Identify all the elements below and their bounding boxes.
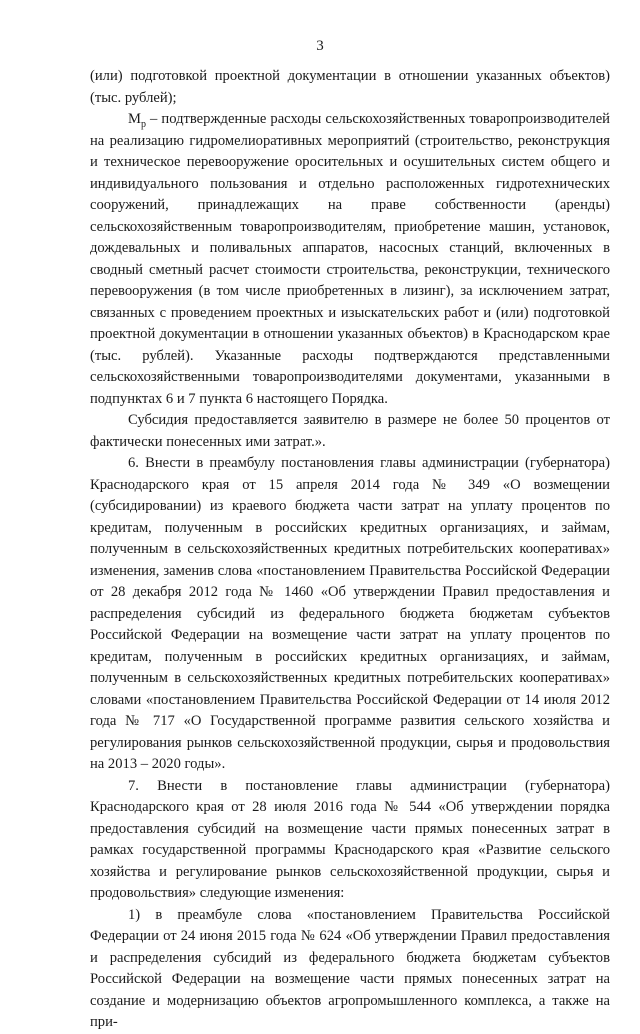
mp-definition-text: – подтвержденные расходы сельскохозяйственных товаропроизводителей на реализацию гидромелиоративных мероприятий (строительство, реконструкция и техническое перевооружение оросительных и осушительных систем общего и индивидуального пользования и отдельно расположенных гидротехнических сооружений, принадлежащих на праве собственности (аренды) сельскохозяйственным товаропроизводителям, приобретение машин, установок, дождевальных и поливальных аппаратов, насосных станций, включенных в сводный сметный расчет стоимости строительства, реконструкции, технического перевооружения (в том числе приобретенных в лизинг), за исключением затрат, связанных с проведением проектных и изыскательских работ и (или) подготовкой проектной документации в отношении указанных объектов) в Краснодарском крае (тыс. рублей). Указанные расходы подтверждаются представленными сельскохозяйственными товаропроизводителями документами, указанными в подпунктах 6 и 7 пункта 6 настоящего Порядка. (90, 111, 610, 407)
document-body (90, 66, 610, 1034)
page-number: 3 (316, 38, 324, 54)
paragraph-subsidy: Субсидия предоставляется заявителю в размере не более 50 процентов от фактически понесенных ими затрат.». (90, 412, 610, 450)
mp-subscript: р (140, 118, 146, 130)
paragraph-mp-definition (90, 109, 610, 410)
paragraph-continuation: (или) подготовкой проектной документации в отношении указанных объектов) (тыс. рублей); (90, 68, 610, 106)
mp-symbol: М (128, 111, 141, 127)
paragraph-item-7: 7. Внести в постановление главы администрации (губернатора) Краснодарского края от 28 июля 2016 года № 544 «Об утверждении порядка предоставления субсидий на возмещение части прямых понесенных затрат в рамках государственной программы Краснодарского края «Развитие сельского хозяйства и регулирование рынков сельскохозяйственной продукции, сырья и продовольствия» следующие изменения: (90, 777, 610, 901)
paragraph-item-6: 6. Внести в преамбулу постановления главы администрации (губернатора) Краснодарского края от 15 апреля 2014 года № 349 «О возмещении (субсидировании) из краевого бюджета части затрат на уплату процентов по кредитам, полученным в российских кредитных организациях, и займам, полученным в сельскохозяйственных кредитных потребительских кооперативах» изменения, заменив слова «постановлением Правительства Российской Федерации от 28 декабря 2012 года № 1460 «Об утверждении Правил предоставления и распределения субсидий из федерального бюджета бюджетам субъектов Российской Федерации на возмещение части затрат на уплату процентов по кредитам, полученным в российских кредитных организациях, и займам, полученным в сельскохозяйственных кредитных потребительских кооперативах» словами «постановлением Правительства Российской Федерации от 14 июля 2012 года № 717 «О Государственной программе развития сельского хозяйства и регулирования рынков сельскохозяйственной продукции, сырья и продовольствия на 2013 – 2020 годы». (90, 455, 610, 772)
paragraph-subitem-1: 1) в преамбуле слова «постановлением Правительства Российской Федерации от 24 июня 2015 года № 624 «Об утверждении Правил предоставления и распределения субсидий из федерального бюджета бюджетам субъектов Российской Федерации на возмещение части прямых понесенных затрат на создание и модернизацию объектов агропромышленного комплекса, а также на при- (90, 906, 610, 1030)
